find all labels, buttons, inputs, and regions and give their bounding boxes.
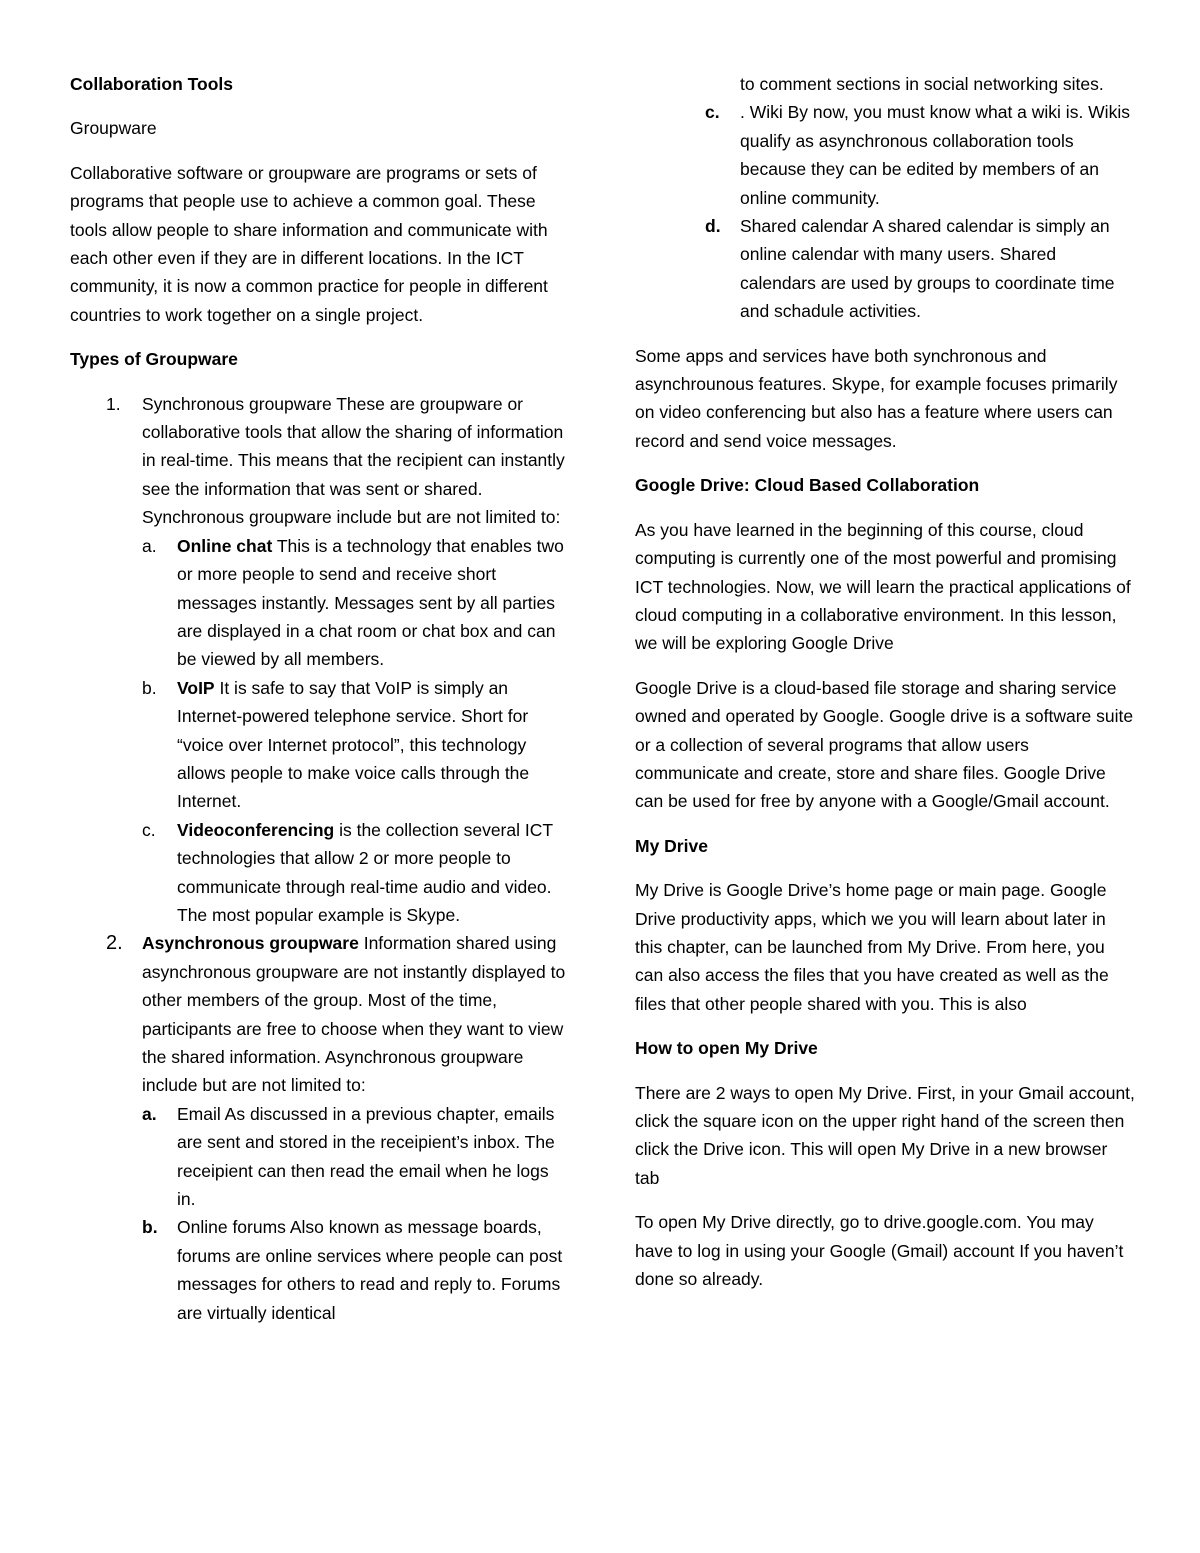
sub-item-wiki bbox=[705, 98, 1135, 212]
intro-paragraph: Collaborative software or groupware are programs or sets of programs that people use to achieve a common goal. These tools allow people to share information and communicate with each other even if they are in different locations. In the ICT community, it is now a common practice for people in different countries to work together on a single project. bbox=[70, 162, 548, 325]
sub-item-email bbox=[142, 1100, 570, 1214]
sub-item-videoconferencing bbox=[142, 816, 570, 930]
apps-paragraph: Some apps and services have both synchronous and asynchrounous features. Skype, for example focuses primarily on video conferencing but also has a feature where users can record and send voice messages. bbox=[635, 345, 1118, 451]
sub-letter: c. bbox=[705, 102, 720, 123]
list-number: 2. bbox=[106, 932, 123, 955]
list-number: 1. bbox=[106, 393, 121, 414]
async-sublist-continued bbox=[705, 70, 1135, 326]
list-item-term: Asynchronous groupware bbox=[142, 933, 359, 954]
left-column bbox=[70, 70, 570, 1327]
sub-item-forums-continued bbox=[705, 70, 1135, 98]
sub-text: Shared calendar A shared calendar is simply an online calendar with many users. Shared calendars are used by groups to coordinate time and schadule activities. bbox=[740, 216, 1115, 322]
section-subtitle: Groupware bbox=[70, 118, 157, 139]
async-sublist bbox=[142, 1100, 570, 1327]
sub-letter: a. bbox=[142, 535, 157, 556]
open-ways-paragraph: There are 2 ways to open My Drive. First, in your Gmail account, click the square icon on the upper right hand of the screen then click the Drive icon. This will open My Drive in a new browser tab bbox=[635, 1082, 1135, 1188]
sub-text: VoIP It is safe to say that VoIP is simply an Internet-powered telephone service. Short for “voice over Internet protocol”, this technology allows people to make voice calls through the Internet. bbox=[177, 677, 530, 812]
sub-text: . Wiki By now, you must know what a wiki is. Wikis qualify as asynchronous collaboration tools because they can be edited by members of an online community. bbox=[740, 102, 1130, 208]
my-drive-paragraph: My Drive is Google Drive’s home page or main page. Google Drive productivity apps, which we you will learn about later in this chapter, can be launched from My Drive. From here, you can also access the files that you have created as well as the files that other people shared with you. This is also bbox=[635, 880, 1109, 1014]
sub-text: Videoconferencing is the collection several ICT technologies that allow 2 or more people to communicate through real-time audio and video. The most popular example is Skype. bbox=[177, 819, 553, 925]
sync-sublist bbox=[142, 532, 570, 930]
sub-term: Online chat bbox=[177, 535, 273, 556]
sub-letter: b. bbox=[142, 1217, 158, 1238]
open-direct-paragraph: To open My Drive directly, go to drive.google.com. You may have to log in using your Google (Gmail) account If you haven’t done so already. bbox=[635, 1212, 1124, 1290]
document-title: Collaboration Tools bbox=[70, 74, 234, 94]
sub-term: VoIP bbox=[177, 677, 215, 698]
my-drive-heading: My Drive bbox=[635, 835, 708, 856]
sub-item-shared-calendar bbox=[705, 212, 1135, 326]
sub-letter: b. bbox=[142, 677, 157, 698]
sub-term: Videoconferencing bbox=[177, 819, 335, 840]
sub-letter: c. bbox=[142, 819, 156, 840]
list-item-asynchronous bbox=[70, 929, 570, 1099]
sub-text: Online chat This is a technology that enables two or more people to send and receive short messages instantly. Messages sent by all parties are displayed in a chat room or chat box and can be viewed by all members. bbox=[177, 535, 564, 670]
sub-text: Email As discussed in a previous chapter, emails are sent and stored in the receipient’s inbox. The receipient can then read the email when he logs in. bbox=[177, 1103, 555, 1210]
sub-letter: d. bbox=[705, 216, 721, 237]
list-item-synchronous bbox=[70, 390, 570, 532]
google-drive-paragraph: Google Drive is a cloud-based file storage and sharing service owned and operated by Google. Google drive is a software suite or a collection of several programs that allow users communicate and create, store and share files. Google Drive can be used for free by anyone with a Google/Gmail account. bbox=[635, 677, 1134, 812]
sub-item-online-chat bbox=[142, 532, 570, 674]
list-item-text: Asynchronous groupware Information shared using asynchronous groupware are not instantly displayed to other members of the group. Most of the time, participants are free to choose when they want to view the shared information. Asynchronous groupware include but are not limited to: bbox=[142, 933, 566, 1096]
types-heading: Types of Groupware bbox=[70, 349, 238, 370]
list-item-text: Synchronous groupware These are groupware or collaborative tools that allow the sharing of information in real-time. This means that the recipient can instantly see the information that was sent or shared. Synchronous groupware include but are not limited to: bbox=[142, 393, 565, 528]
right-column bbox=[635, 70, 1135, 1309]
google-drive-heading: Google Drive: Cloud Based Collaboration bbox=[635, 475, 980, 496]
sub-text: to comment sections in social networking sites. bbox=[740, 74, 1104, 94]
sub-item-forums bbox=[142, 1213, 570, 1327]
sub-letter: a. bbox=[142, 1103, 157, 1124]
sub-item-voip bbox=[142, 674, 570, 816]
sub-text: Online forums Also known as message boards, forums are online services where people can post messages for others to read and reply to. Forums are virtually identical bbox=[177, 1217, 563, 1323]
open-my-drive-heading: How to open My Drive bbox=[635, 1038, 818, 1059]
cloud-paragraph: As you have learned in the beginning of this course, cloud computing is currently one of the most powerful and promising ICT technologies. Now, we will learn the practical applications of cloud computing in a collaborative environment. In this lesson, we will be exploring Google Drive bbox=[635, 519, 1131, 654]
